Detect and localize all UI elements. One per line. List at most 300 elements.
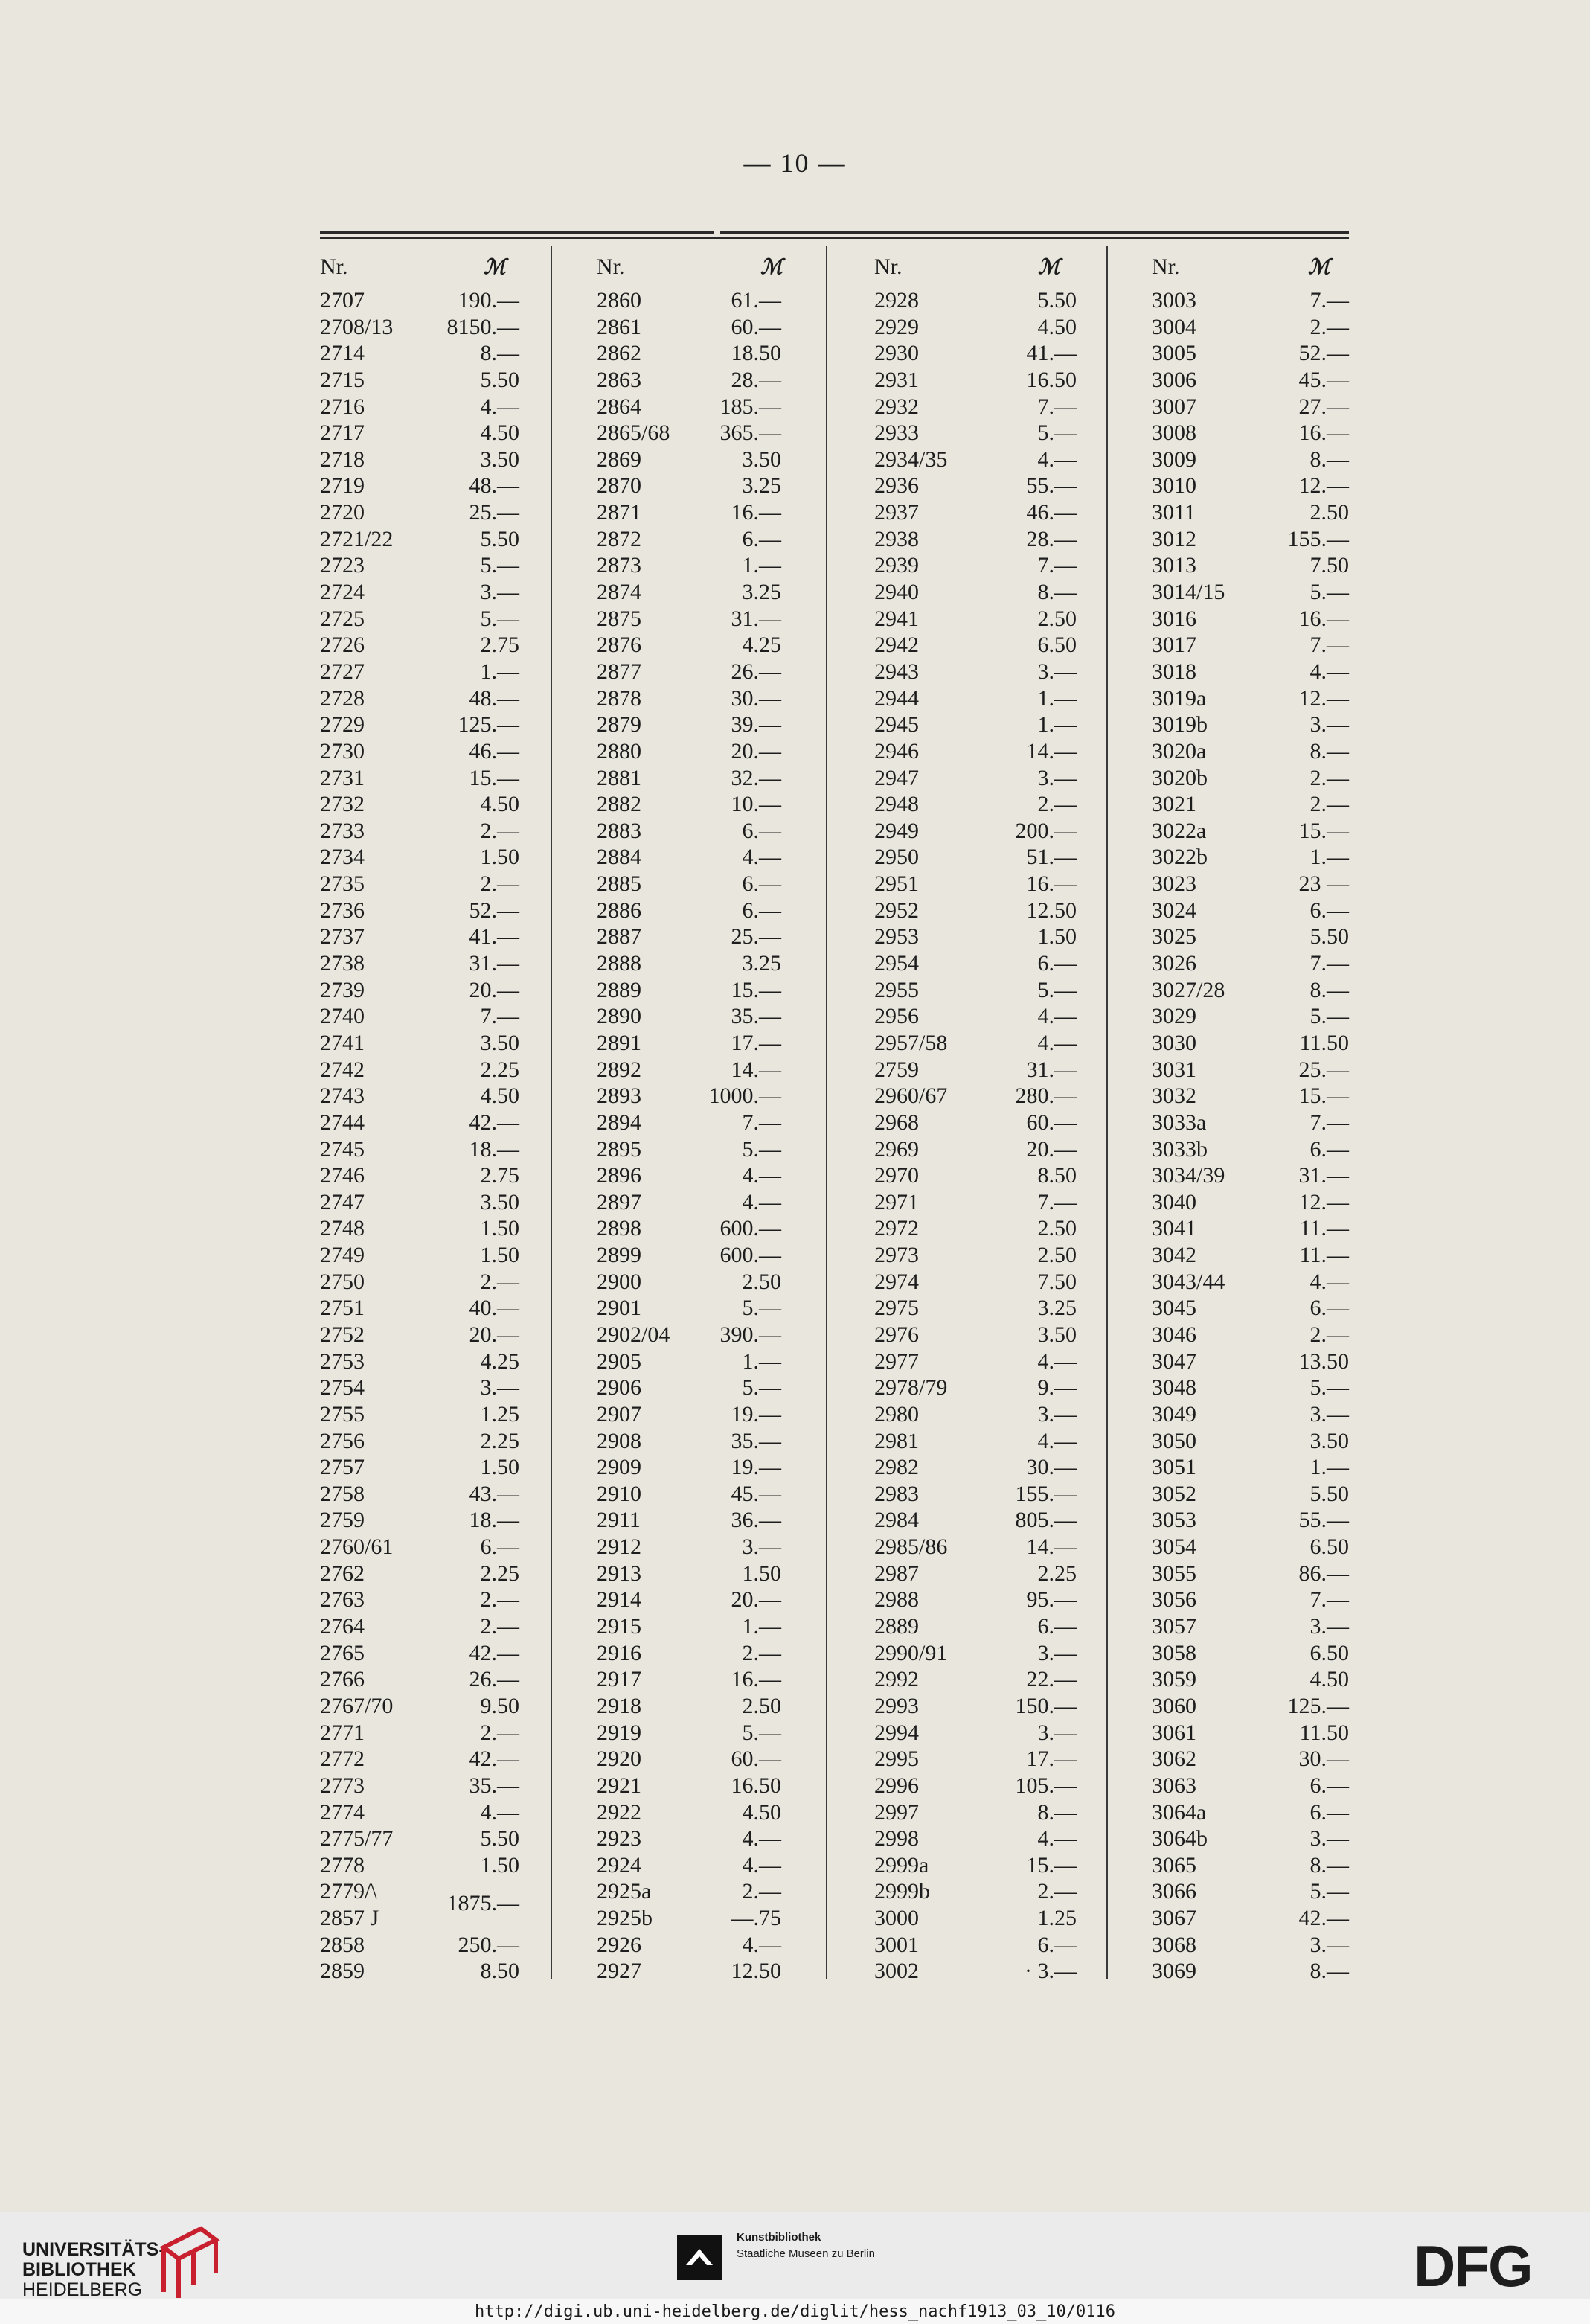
lot-price: 4.50 [1309,1667,1349,1692]
kb-line-1: Kunstbibliothek [737,2231,821,2244]
lot-number: 2731 [320,765,365,790]
lot-price: 60.— [1026,1110,1077,1135]
lot-number: 3056 [1152,1587,1196,1613]
lot-price: 51.— [1026,845,1077,870]
lot-price: 7.— [480,1004,519,1029]
lot-price: 4.50 [480,792,519,817]
lot-price: 4.— [742,1852,781,1878]
lot-number: 2766 [320,1667,365,1692]
lot-price: 4.— [742,1189,781,1214]
lot-price: 2.— [1037,792,1077,817]
lot-price: 14.— [731,1057,781,1082]
lot-number: 2760/61 [320,1534,394,1560]
lot-price: 30.— [1026,1455,1077,1480]
lot-price: 42.— [1298,1906,1349,1931]
lot-number: 2994 [874,1720,919,1745]
lot-price: 5.50 [480,367,519,392]
lot-number: 2725 [320,606,365,631]
lot-price: 6.50 [1037,633,1077,658]
lot-price: 6.— [1037,1932,1077,1957]
lot-number: 2934/35 [874,446,948,472]
lot-price: 5.— [742,1296,781,1321]
lot-number: 2906 [597,1375,641,1401]
lot-number: 2985/86 [874,1534,948,1560]
lot-number: 2982 [874,1455,919,1480]
lot-price: 1.— [1309,845,1349,870]
lot-number: 2969 [874,1136,919,1162]
permalink-url[interactable]: http://digi.ub.uni-heidelberg.de/diglit/hess_nachf1913_03_10/0116 [475,2302,1115,2321]
lot-price: 7.— [1309,288,1349,313]
lot-price: 365.— [719,420,781,446]
lot-price: 14.— [1026,738,1077,764]
lot-number: 3012 [1152,526,1196,551]
lot-price: 16.— [731,1667,781,1692]
lot-number: 2901 [597,1296,641,1321]
lot-number: 2876 [597,633,641,658]
lot-number: 2735 [320,871,365,897]
lot-number: 2871 [597,500,641,525]
lot-price: 48.— [469,685,519,711]
lot-price: 5.— [1037,977,1077,1002]
lot-price: 46.— [469,738,519,764]
lot-price: 39.— [731,712,781,737]
lot-number: 2707 [320,288,365,313]
lot-price: 6.— [1309,897,1349,923]
lot-price: 1.— [742,1614,781,1639]
lot-price: 15.— [469,765,519,790]
lot-price: 14.— [1026,1534,1077,1560]
lot-number: 3011 [1152,500,1196,525]
lot-number: 2743 [320,1083,365,1109]
lot-number: 2922 [597,1799,641,1825]
lot-number: 3055 [1152,1560,1196,1586]
lot-price: 1.50 [480,1455,519,1480]
lot-number: 2970 [874,1163,919,1188]
lot-number: 2950 [874,845,919,870]
lot-price: · 3.— [1025,1959,1077,1984]
lot-price: 2.— [1309,792,1349,817]
lot-number: 3069 [1152,1959,1196,1984]
lot-number: 2887 [597,924,641,950]
lot-number: 2893 [597,1083,641,1109]
lot-price: 8.— [1309,1959,1349,1984]
lot-price: 2.— [480,818,519,843]
lot-price: 4.— [1309,659,1349,684]
lot-price: 4.— [742,1932,781,1957]
lot-price: 200.— [1015,818,1077,843]
lot-number: 2955 [874,977,919,1002]
lot-number: 3003 [1152,288,1196,313]
lot-number: 2975 [874,1296,919,1321]
lot-price: 7.— [1309,1110,1349,1135]
lot-price: 18.50 [731,341,781,366]
lot-number: 2915 [597,1614,641,1639]
lot-number: 2882 [597,792,641,817]
lot-price: 6.— [742,871,781,897]
lot-price: 30.— [1298,1747,1349,1772]
lot-number: 2716 [320,394,365,419]
lot-price: 2.— [480,1614,519,1639]
lot-price: 4.— [1037,446,1077,472]
lot-number: 2779/\ [320,1879,377,1904]
lot-price: 8150.— [446,314,519,339]
lot-number: 2995 [874,1747,919,1772]
lot-number: 2983 [874,1481,919,1506]
column-divider [551,246,552,1979]
lot-number: 3014/15 [1152,580,1225,605]
lot-number: 3021 [1152,792,1196,817]
lot-number: 3068 [1152,1932,1196,1957]
lot-price: 3.— [1037,1401,1077,1427]
lot-price: 6.— [1309,1296,1349,1321]
lot-number: 2747 [320,1189,365,1214]
lot-number: 2944 [874,685,919,711]
lot-number: 2949 [874,818,919,843]
lot-price: 16.50 [731,1773,781,1798]
university-library-logo [156,2225,223,2303]
lot-price: 185.— [719,394,781,419]
lot-number: 3031 [1152,1057,1196,1082]
lot-number: 2889 [874,1614,919,1639]
lot-number: 3002 [874,1959,919,1984]
lot-price: 12.— [1298,473,1349,499]
lot-number: 2883 [597,818,641,843]
lot-price: 6.— [742,526,781,551]
lot-price: 20.— [469,1322,519,1347]
lot-number: 3001 [874,1932,919,1957]
lot-number: 2708/13 [320,314,394,339]
lot-number: 2717 [320,420,365,446]
lot-price: 600.— [719,1243,781,1268]
lot-number: 2953 [874,924,919,950]
lot-number: 2739 [320,977,365,1002]
lot-number: 2870 [597,473,641,499]
lot-number: 2973 [874,1243,919,1268]
lot-number: 2748 [320,1216,365,1241]
lot-price: 3.50 [742,446,781,472]
lot-price: 2.— [1309,314,1349,339]
header-mark-currency: ℳ [1038,256,1060,279]
lot-price: 12.— [1298,685,1349,711]
lot-price: 16.— [1298,420,1349,446]
lot-price: 48.— [469,473,519,499]
lot-number: 2727 [320,659,365,684]
lot-price: 6.— [742,818,781,843]
lot-number: 2750 [320,1269,365,1294]
lot-price: 5.— [1037,420,1077,446]
lot-number: 2928 [874,288,919,313]
lot-price: 1.50 [480,845,519,870]
lot-number: 2926 [597,1932,641,1957]
lot-price: 35.— [469,1773,519,1798]
lot-number: 2877 [597,659,641,684]
lot-price: 3.50 [1037,1322,1077,1347]
lot-price: 20.— [469,977,519,1002]
lot-number: 2723 [320,553,365,578]
lot-number: 2907 [597,1401,641,1427]
lot-number: 2898 [597,1216,641,1241]
lot-number: 2728 [320,685,365,711]
lot-price: 46.— [1026,500,1077,525]
lot-price: 86.— [1298,1560,1349,1586]
lot-number: 2920 [597,1747,641,1772]
lot-number: 3016 [1152,606,1196,631]
lot-price: 8.50 [1037,1163,1077,1188]
lot-price: 4.— [1037,1004,1077,1029]
lot-price: 7.50 [1037,1269,1077,1294]
lot-number: 2865/68 [597,420,670,446]
lot-number: 3048 [1152,1375,1196,1401]
lot-number: 2984 [874,1508,919,1533]
lot-number: 2869 [597,446,641,472]
lot-number: 2931 [874,367,919,392]
lot-number: 2733 [320,818,365,843]
lot-price: 20.— [1026,1136,1077,1162]
lot-price: 125.— [458,712,519,737]
lot-price: 12.50 [1026,897,1077,923]
lot-price: 2.— [480,871,519,897]
lot-number: 2884 [597,845,641,870]
lot-price: 16.— [731,500,781,525]
lot-price: 5.50 [1037,288,1077,313]
lot-number: 2759 [874,1057,919,1082]
lot-price: 4.50 [480,420,519,446]
lot-number: 2990/91 [874,1640,948,1665]
lot-price: 7.— [1037,1189,1077,1214]
lot-number: 2892 [597,1057,641,1082]
lot-price: 9.50 [480,1693,519,1718]
lot-number: 2878 [597,685,641,711]
lot-price: 1.50 [480,1243,519,1268]
lot-number: 3004 [1152,314,1196,339]
lot-number: 2999b [874,1879,930,1904]
lot-price: 41.— [1026,341,1077,366]
lot-price: 5.— [480,606,519,631]
lot-price: 22.— [1026,1667,1077,1692]
lot-price: 3.— [1309,1826,1349,1851]
lot-number: 2923 [597,1826,641,1851]
lot-price: 4.— [1037,1030,1077,1055]
lot-number: 3020b [1152,765,1208,790]
lot-price: 16.50 [1026,367,1077,392]
lot-price: 19.— [731,1455,781,1480]
lot-price: 5.— [1309,1375,1349,1401]
lot-number: 2993 [874,1693,919,1718]
lot-price: 150.— [1015,1693,1077,1718]
lot-number: 2714 [320,341,365,366]
lot-number: 2933 [874,420,919,446]
header-nr: Nr. [874,255,903,279]
lot-number: 3029 [1152,1004,1196,1029]
lot-price: 8.— [1309,738,1349,764]
lot-number: 3013 [1152,553,1196,578]
lot-price: 3.— [480,1375,519,1401]
lot-number: 2746 [320,1163,365,1188]
lot-number: 2881 [597,765,641,790]
lot-price: 19.— [731,1401,781,1427]
lot-number: 3045 [1152,1296,1196,1321]
lot-number: 2763 [320,1587,365,1613]
lot-price: 6.50 [1309,1640,1349,1665]
lot-number: 3049 [1152,1401,1196,1427]
lot-number: 2921 [597,1773,641,1798]
lot-price: 3.25 [742,951,781,976]
lot-number: 2942 [874,633,919,658]
lot-number: 2754 [320,1375,365,1401]
lot-number: 2753 [320,1348,365,1374]
lot-price: 3.50 [480,1189,519,1214]
header-rule-thick-left [320,231,714,234]
lot-price: 5.50 [1309,924,1349,950]
lot-price: 6.— [742,897,781,923]
lot-number: 2749 [320,1243,365,1268]
lot-price: 11.50 [1299,1720,1349,1745]
lot-number: 3053 [1152,1508,1196,1533]
lot-number: 2896 [597,1163,641,1188]
lot-price: 52.— [469,897,519,923]
lot-price: 3.25 [742,580,781,605]
lot-price: 42.— [469,1747,519,1772]
lot-price: 6.— [1309,1773,1349,1798]
lot-price: 5.50 [480,1826,519,1851]
lot-price: 250.— [458,1932,519,1957]
lot-number: 3018 [1152,659,1196,684]
lot-price: 10.— [731,792,781,817]
lot-price: 42.— [469,1110,519,1135]
lot-price: 8.— [1309,1852,1349,1878]
lot-number: 3067 [1152,1906,1196,1931]
lot-price: 25.— [731,924,781,950]
lot-number: 2751 [320,1296,365,1321]
lot-number: 3017 [1152,633,1196,658]
lot-number: 2894 [597,1110,641,1135]
lot-price: 1.— [742,553,781,578]
lot-number: 2938 [874,526,919,551]
lot-price: 5.50 [480,526,519,551]
lot-price: 7.— [1037,553,1077,578]
lot-price: 8.— [480,341,519,366]
lot-number: 2957/58 [874,1030,948,1055]
lot-number: 2872 [597,526,641,551]
lot-number: 2715 [320,367,365,392]
lot-number: 2977 [874,1348,919,1374]
lot-price: 31.— [1026,1057,1077,1082]
lot-price: 4.50 [1037,314,1077,339]
lot-number: 3041 [1152,1216,1196,1241]
lot-number: 2987 [874,1560,919,1586]
lot-price: 4.— [1309,1269,1349,1294]
lot-number: 2980 [874,1401,919,1427]
lot-number: 3026 [1152,951,1196,976]
lot-number: 2859 [320,1959,365,1984]
lot-price: 2.50 [1309,500,1349,525]
lot-number: 2951 [874,871,919,897]
lot-price: 60.— [731,314,781,339]
lot-price: 1.25 [480,1401,519,1427]
lot-price: 52.— [1298,341,1349,366]
lot-number: 3023 [1152,871,1196,897]
lot-price: 60.— [731,1747,781,1772]
lot-price: 8.— [1037,580,1077,605]
lot-number: 2736 [320,897,365,923]
lot-price: 3.— [1309,1614,1349,1639]
lot-price: 2.— [742,1640,781,1665]
lot-price: 95.— [1026,1587,1077,1613]
lot-number: 3064a [1152,1799,1207,1825]
lot-number: 3063 [1152,1773,1196,1798]
lot-number: 2917 [597,1667,641,1692]
lot-price: 2.50 [1037,606,1077,631]
lot-number: 2767/70 [320,1693,394,1718]
lot-price: 190.— [458,288,519,313]
lot-number: 2744 [320,1110,365,1135]
lot-number: 2774 [320,1799,365,1825]
lot-price: 5.— [480,553,519,578]
lot-number: 3064b [1152,1826,1208,1851]
lot-price: 2.— [1037,1879,1077,1904]
lot-number: 2924 [597,1852,641,1878]
ub-line-3: HEIDELBERG [22,2279,143,2300]
header-nr: Nr. [1152,255,1180,279]
lot-number: 2960/67 [874,1083,948,1109]
lot-price: 45.— [731,1481,781,1506]
lot-price: 4.— [480,394,519,419]
lot-number: 2771 [320,1720,365,1745]
lot-number: 2879 [597,712,641,737]
lot-number: 2940 [874,580,919,605]
lot-number: 2752 [320,1322,365,1347]
lot-number: 2992 [874,1667,919,1692]
lot-number: 2936 [874,473,919,499]
lot-number: 2757 [320,1455,365,1480]
lot-number: 2956 [874,1004,919,1029]
lot-number: 3059 [1152,1667,1196,1692]
lot-number: 2764 [320,1614,365,1639]
lot-number: 3047 [1152,1348,1196,1374]
lot-price: 16.— [1298,606,1349,631]
kb-line-2: Staatliche Museen zu Berlin [737,2247,875,2260]
lot-number: 2909 [597,1455,641,1480]
lot-price: 6.— [1309,1136,1349,1162]
lot-price: 6.— [1309,1799,1349,1825]
lot-number: 3066 [1152,1879,1196,1904]
lot-number: 2981 [874,1428,919,1453]
lot-number: 3022a [1152,818,1207,843]
lot-number: 2720 [320,500,365,525]
lot-number: 2734 [320,845,365,870]
lot-price: 7.50 [1309,553,1349,578]
lot-price: 15.— [731,977,781,1002]
lot-number: 2913 [597,1560,641,1586]
lot-price: 4.— [480,1799,519,1825]
university-library-name [22,2240,165,2300]
lot-price: 41.— [469,924,519,950]
lot-number: 2742 [320,1057,365,1082]
lot-price: 5.— [742,1375,781,1401]
lot-number: 3062 [1152,1747,1196,1772]
lot-number: 3034/39 [1152,1163,1225,1188]
lot-price: 2.75 [480,1163,519,1188]
column-divider [826,246,827,1979]
dfg-logo: DFG [1414,2233,1532,2299]
lot-price: 1.— [742,1348,781,1374]
lot-number: 3046 [1152,1322,1196,1347]
lot-number: 2773 [320,1773,365,1798]
lot-price: 12.50 [731,1959,781,1984]
lot-number: 2860 [597,288,641,313]
lot-price: 4.25 [742,633,781,658]
lot-price: 18.— [469,1508,519,1533]
